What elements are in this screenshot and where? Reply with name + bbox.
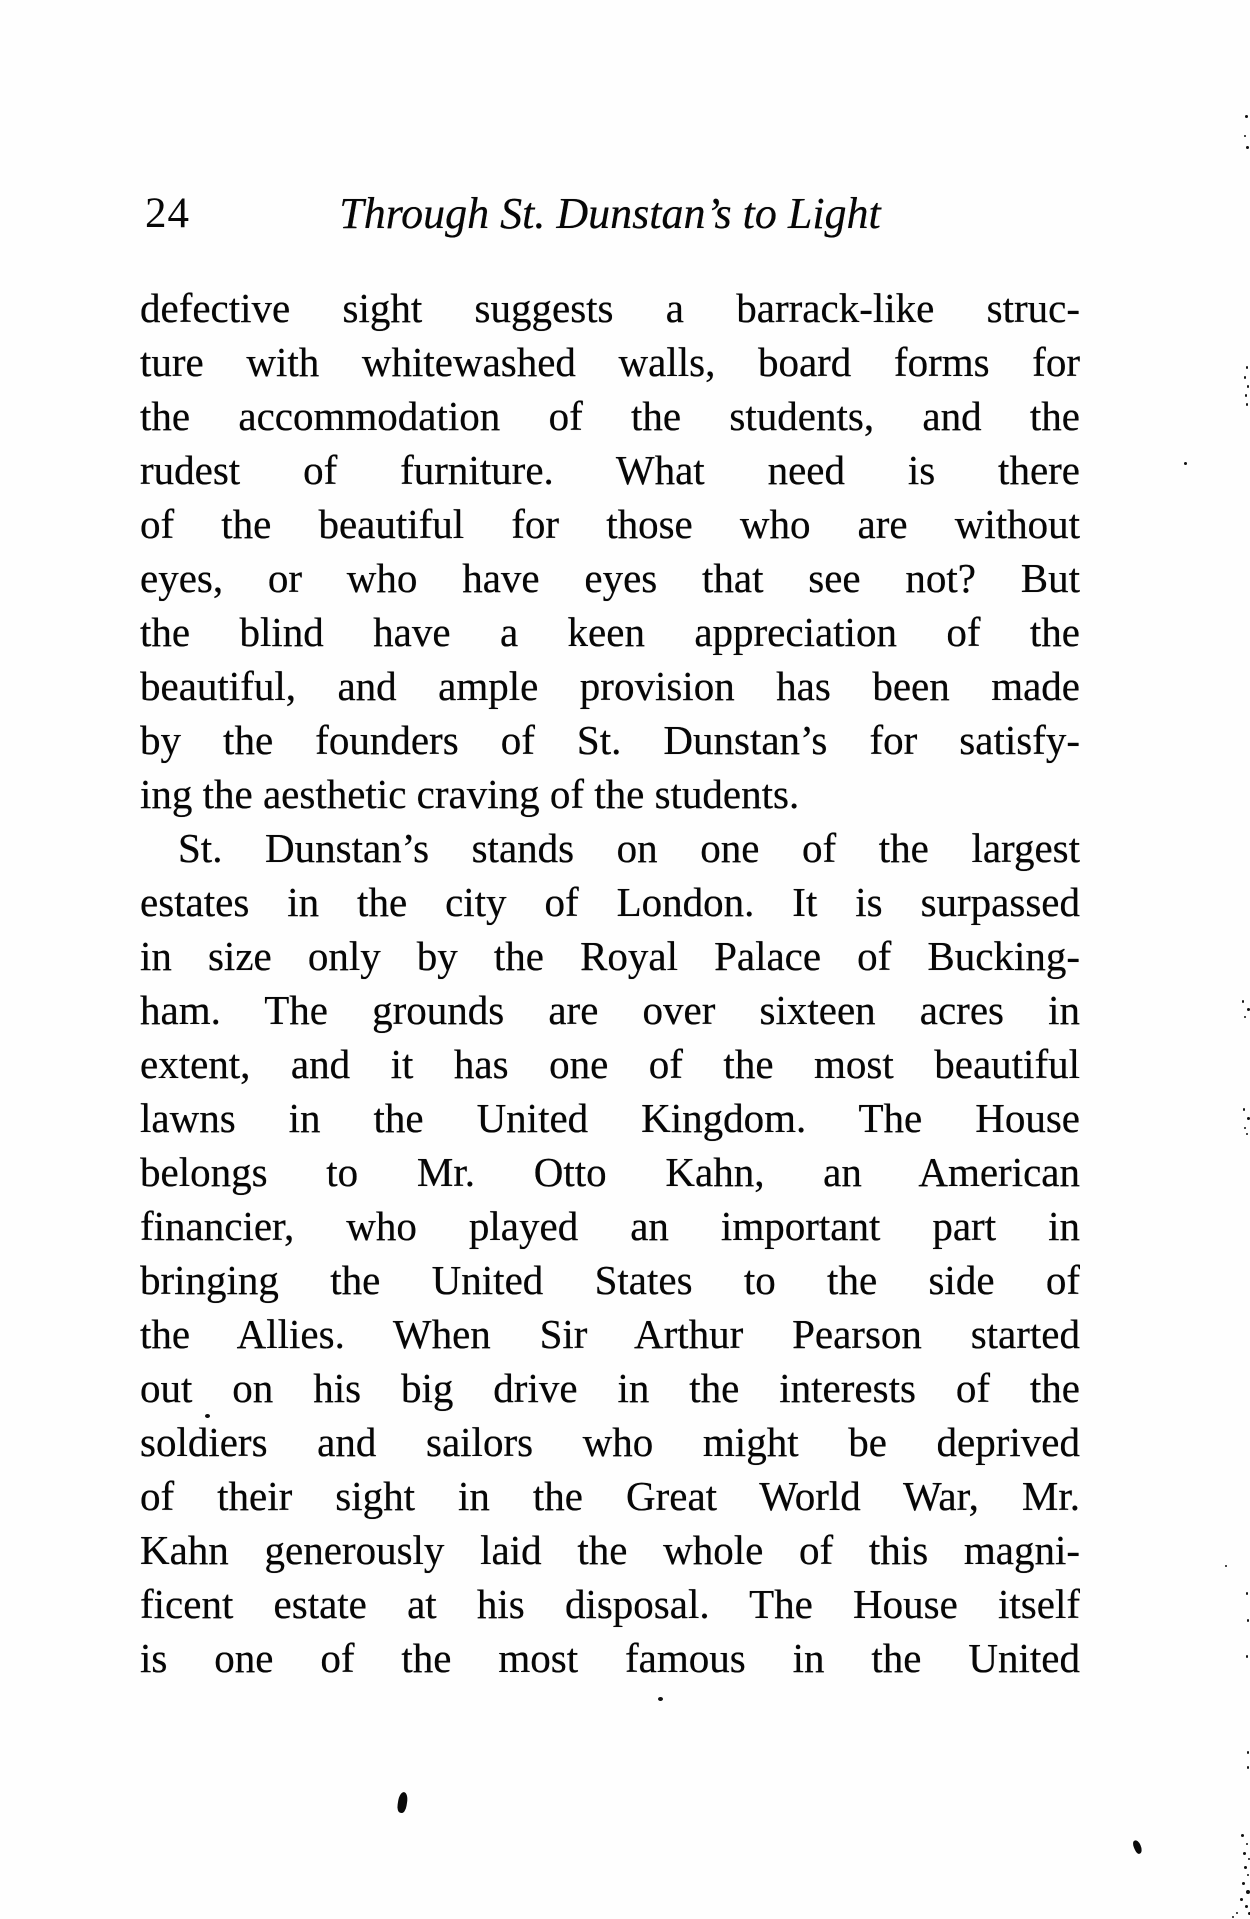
text-line: St. Dunstan’s stands on one of the largest [178,825,1080,871]
text-line: financier, who played an important part in [140,1203,1080,1249]
scan-speck [1246,1133,1248,1135]
text-line: estates in the city of London. It is surpassed [140,879,1080,925]
text-line: ham. The grounds are over sixteen acres in [140,987,1080,1033]
scan-speck [1247,385,1249,388]
text-line: ficent estate at his disposal. The House itself [140,1581,1080,1627]
text-line: of their sight in the Great World War, Mr. [140,1473,1080,1519]
text-line: of the beautiful for those who are without [140,501,1080,547]
text-line: Kahn generously laid the whole of this magni- [140,1527,1080,1573]
scan-speck [1246,1890,1250,1894]
text-line: in size only by the Royal Palace of Bucking- [140,933,1080,979]
text-line: extent, and it has one of the most beautiful [140,1041,1080,1087]
ink-blot [1131,1839,1143,1855]
text-line: ing the aesthetic craving of the students. [140,771,800,817]
text-line: by the founders of St. Dunstan’s for satisfy- [140,717,1080,763]
text-line: belongs to Mr. Otto Kahn, an American [140,1149,1080,1195]
scan-speck [1242,1000,1244,1003]
scan-speck [1240,1898,1243,1901]
scan-speck [1244,1866,1247,1869]
scan-speck [1247,1751,1249,1754]
scan-speck [1243,1852,1246,1855]
text-line: the blind have a keen appreciation of the [140,609,1080,655]
scan-speck [1244,376,1246,379]
text-line: ture with whitewashed walls, board forms for [140,339,1080,385]
scan-speck [1242,1882,1245,1885]
text-line: defective sight suggests a barrack-like struc- [140,285,1080,331]
text-line: out on his big drive in the interests of the [140,1365,1080,1411]
text-line: beautiful, and ample provision has been made [140,663,1080,709]
page-number: 24 [145,190,190,237]
scan-speck [1247,1874,1249,1876]
scan-speck [1241,1834,1244,1837]
scan-speck [1244,1127,1246,1129]
scan-speck [1247,1619,1249,1622]
scan-speck [1184,462,1187,465]
running-title: Through St. Dunstan’s to Light [339,189,881,238]
scan-speck [1246,403,1248,406]
text-line: rudest of furniture. What need is there [140,447,1080,493]
ink-blot [396,1791,408,1813]
scan-speck [205,1414,210,1418]
text-line: eyes, or who have eyes that see not? But [140,555,1080,601]
text-line: the Allies. When Sir Arthur Pearson started [140,1311,1080,1357]
scan-speck [1246,1655,1248,1658]
scan-speck [1245,394,1247,397]
scan-speck [1246,1843,1248,1845]
scan-speck [1246,146,1249,149]
scan-speck [1245,115,1248,118]
scan-speck [1232,1916,1234,1918]
text-line: is one of the most famous in the United [140,1635,1080,1681]
running-header [140,186,1080,242]
text-line: the accommodation of the students, and the [140,393,1080,439]
paragraph [140,281,1080,821]
scan-speck [1246,1592,1248,1595]
paragraph [140,821,1080,1685]
scan-speck [1244,135,1246,137]
text-line: bringing the United States to the side of [140,1257,1080,1303]
scan-speck [1247,1766,1249,1769]
scan-speck [658,1697,663,1701]
page-body [140,281,1080,1685]
scan-speck [1236,1912,1238,1914]
text-line: lawns in the United Kingdom. The House [140,1095,1080,1141]
scan-speck [1225,1565,1227,1567]
scan-speck [1243,1108,1245,1111]
scan-speck [1246,366,1248,369]
scan-speck [1244,1016,1246,1018]
text-line: soldiers and sailors who might be deprived [140,1419,1080,1465]
scan-speck [1245,1905,1248,1908]
